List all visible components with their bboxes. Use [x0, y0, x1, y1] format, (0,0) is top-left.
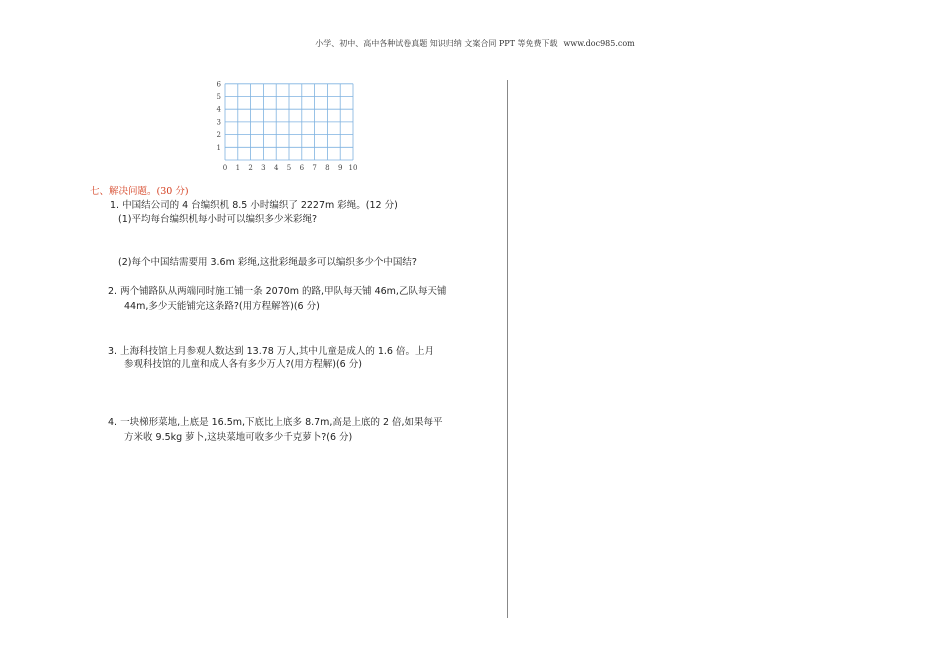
coordinate-grid-svg — [214, 80, 364, 175]
question-1-sub-2: (2)每个中国结需要用 3.6m 彩绳,这批彩绳最多可以编织多少个中国结? — [118, 257, 417, 268]
grid-x-label: 1 — [235, 164, 241, 172]
grid-x-label: 7 — [312, 164, 317, 172]
grid-x-label: 6 — [299, 164, 305, 172]
grid-y-label: 6 — [216, 80, 221, 89]
grid-y-label: 4 — [216, 105, 221, 114]
header-text: 小学、初中、高中各种试卷真题 知识归纳 文案合同 PPT 等免费下载 — [315, 39, 558, 48]
grid-x-label: 4 — [273, 164, 279, 172]
question-4-line-2: 方米收 9.5kg 萝卜,这块菜地可收多少千克萝卜?(6 分) — [124, 432, 353, 443]
grid-y-label: 3 — [216, 118, 221, 127]
grid-x-label: 8 — [325, 164, 330, 172]
question-3-line-1: 3. 上海科技馆上月参观人数达到 13.78 万人,其中儿童是成人的 1.6 倍。上月 — [108, 346, 434, 357]
question-4-line-1: 4. 一块梯形菜地,上底是 16.5m,下底比上底多 8.7m,高是上底的 2 倍,如果每平 — [108, 417, 443, 428]
grid-y-label: 2 — [216, 131, 221, 140]
grid-x-label: 10 — [348, 164, 358, 172]
grid-x-label: 5 — [286, 164, 292, 172]
section-title: 七、解决问题。(30 分) — [90, 186, 189, 197]
column-divider — [507, 80, 508, 618]
question-2-line-2: 44m,多少天能铺完这条路?(用方程解答)(6 分) — [124, 301, 320, 312]
question-2-line-1: 2. 两个铺路队从两端同时施工铺一条 2070m 的路,甲队每天铺 46m,乙队每天铺 — [108, 286, 447, 297]
question-1-sub-1: (1)平均每台编织机每小时可以编织多少米彩绳? — [118, 214, 317, 225]
coordinate-grid — [214, 80, 364, 175]
grid-x-label: 0 — [222, 164, 228, 172]
question-1-line-1: 1. 中国结公司的 4 台编织机 8.5 小时编织了 2227m 彩绳。(12 分) — [110, 200, 398, 211]
grid-x-label: 3 — [261, 164, 266, 172]
grid-y-label: 5 — [216, 93, 221, 101]
grid-y-label: 1 — [216, 143, 221, 152]
grid-x-label: 9 — [337, 164, 343, 172]
page-header — [0, 38, 950, 49]
header-site: www.doc985.com — [563, 39, 635, 48]
grid-x-label: 2 — [248, 164, 253, 172]
question-3-line-2: 参观科技馆的儿童和成人各有多少万人?(用方程解)(6 分) — [124, 359, 362, 370]
